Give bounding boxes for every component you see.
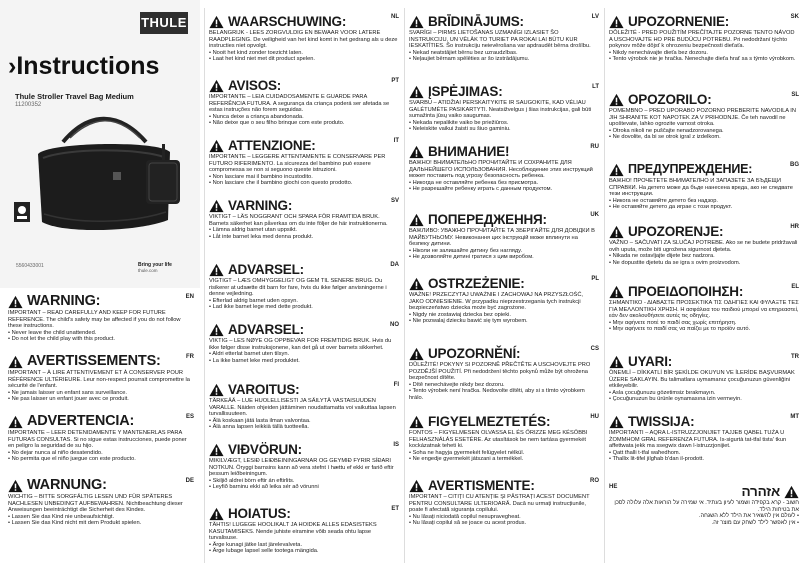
brand-logo: THULE [140, 12, 188, 34]
language-code: PL [591, 276, 599, 282]
list-item: • Älä anna lapsen leikkiä tällä tuotteella. [209, 424, 399, 431]
warning-triangle-icon [609, 93, 624, 107]
section-title: AVERTISMENTE: [428, 478, 535, 493]
bullet-list [209, 478, 399, 491]
section-title: ADVARSEL: [228, 322, 304, 337]
section-title: ПОПЕРЕДЖЕННЯ: [428, 212, 547, 227]
warning-triangle-icon [209, 323, 224, 337]
language-code: UK [590, 212, 599, 218]
section-title: אזהרה [741, 484, 780, 499]
warning-triangle-icon [209, 383, 224, 397]
warning-section-et [209, 506, 399, 555]
list-item: • Skiljið aldrei börn eftir án eftirlits. [209, 478, 399, 485]
list-item: • Neļaujiet bērnam spēlēties ar šo izstrādājumu. [409, 56, 599, 63]
list-item: • Ne dopustite djetetu da se igra s ovim proizvodom. [609, 260, 799, 267]
section-lead: VIGTIGT – LÆS OMHYGGELIGT OG GEM TIL SENERE BRUG. Du risikerer at udsætte dit barn for fare, hvis du ikke følger anvisningerne i denne vejledning. [209, 278, 387, 298]
section-title: UPOZORNĚNÍ: [428, 346, 521, 361]
bullet-list [8, 514, 194, 527]
section-lead: ΣΗΜΑΝΤΙΚΟ - ΔΙΑΒΑΣΤΕ ΠΡΟΣΕΚΤΙΚΑ ΤΙΣ ΟΔΗΓΙΕΣ ΚΑΙ ΦΥΛΑΞΤΕ ΤΕΣ ΓΙΑ ΜΕΛΛΟΝΤΙΚΗ ΧΡΗΣΗ. Η ασφάλεια του παιδιού μπορεί να επηρεαστεί, εάν δεν ακολουθήσετε αυτές τις οδηγίες. [609, 300, 799, 320]
warning-section-de [8, 478, 194, 527]
page-title [8, 52, 159, 81]
column-divider [404, 8, 405, 563]
bullet-list [209, 50, 399, 63]
warning-section-lv [409, 14, 599, 63]
list-item: • Nooit het kind zonder toezicht laten. [209, 50, 399, 57]
section-title: WARNUNG: [27, 477, 107, 493]
warning-section-es [8, 414, 194, 463]
tagline: Bring your life [138, 262, 172, 268]
language-code: PT [391, 78, 399, 84]
section-lead: BELANGRIJK - LEES ZORGVULDIG EN BEWAAR VOOR LATERE RAADPLEGING. De veiligheid van het kind komt in het gedrang als u deze instructies niet opvolgt. [209, 30, 398, 50]
warning-section-el [609, 284, 799, 333]
cover-column [0, 0, 200, 571]
section-lead: VIKTIGT – LÄS NOGGRANT OCH SPARA FÖR FRAMTIDA BRUK. Barnets säkerhet kan påverkas om du inte följer de här instruktionerna. [209, 214, 388, 227]
section-lead: POMEMBNO – PRED UPORABO POZORNO PREBERITE NAVODILA IN JIH SHRANITE KOT NAPOTEK ZA V PRIHODNJE. Če teh navodil ne upoštevate, lahko ogrozite varnost otroka. [609, 108, 796, 128]
warning-section-sk [609, 14, 799, 63]
language-code: LT [592, 84, 599, 90]
section-title: ПРЕДУПРЕЖДЕНИЕ: [628, 162, 753, 176]
bullet-list [609, 450, 799, 463]
section-title: UYARI: [628, 354, 673, 369]
bullet-list [409, 248, 599, 261]
list-item: • Nikada ne ostavljajte dijete bez nadzora. [609, 253, 799, 260]
list-item: • Ніколи не залишайте дитину без нагляду. [409, 248, 599, 255]
section-lead: TÄHTIS! LUGEGE HOOLIKALT JA HOIDKE ALLES EDASISTEKS KASUTAMISEKS. Nende juhiste eiramine võib seada ohtu lapse turvalisuse. [209, 522, 377, 542]
warning-triangle-icon [409, 479, 424, 493]
warning-triangle-icon [209, 507, 224, 521]
list-item: • Tħallix lit-tifel jilgħab b'dan il-prodott. [609, 456, 799, 463]
warning-section-sl [609, 92, 799, 141]
warning-triangle-icon [409, 415, 424, 429]
warning-triangle-icon [209, 263, 224, 277]
warning-section-it [209, 138, 399, 187]
language-code: HE [609, 484, 618, 490]
warning-section-ru [409, 144, 599, 193]
list-item: • Dítě nenechávejte nikdy bez dozoru. [409, 382, 599, 389]
warning-section-fr [8, 354, 194, 403]
warning-triangle-icon [409, 347, 424, 361]
bullet-list [209, 174, 399, 187]
list-item: • Nekada nepalikite vaiko be priežiūros. [409, 120, 599, 127]
warning-section-he [609, 484, 799, 526]
language-code: LV [591, 14, 599, 20]
section-lead: IMPORTANT – CITIȚI CU ATENȚIE ȘI PĂSTRAȚI ACEST DOCUMENT PENTRU CONSULTARE ULTERIOARĂ. Dacă nu urmați instrucțiunile, poate fi afectată siguranța copilului. [409, 494, 590, 514]
section-title: ΠΡΟΕΙΔΟΠΟΙΗΣΗ: [628, 284, 744, 299]
list-item: • Neleiskite vaikui žaisti su šiuo gaminiu. [409, 126, 599, 133]
warning-section-mt [609, 414, 799, 463]
section-title: BRĪDINĀJUMS: [428, 14, 524, 29]
language-code: RO [590, 478, 599, 484]
bullet-list [609, 198, 799, 211]
language-code: BG [790, 162, 799, 168]
list-item: • Never leave the child unattended. [8, 330, 194, 337]
bullet-list [409, 514, 599, 527]
warning-triangle-icon [209, 79, 224, 93]
bullet-list [609, 253, 799, 266]
warning-triangle-icon [609, 415, 624, 429]
list-item: • Ne engedje gyermekét játszani a termékkel. [409, 456, 599, 463]
bullet-list [409, 312, 599, 325]
warning-triangle-icon [609, 285, 624, 299]
column-divider [604, 8, 605, 563]
section-lead: DŮLEŽITÉ! POKYNY SI POZORNĚ PŘEČTĚTE A USCHOVEJTE PRO POZDĚJŠÍ POUŽITÍ. Při nedodržení těchto pokynů může být ohrožena bezpečnost dítěte. [409, 362, 591, 382]
list-item: • Efterlad aldrig barnet uden opsyn. [209, 298, 399, 305]
list-item: • No dejar nunca al niño desatendido. [8, 450, 194, 457]
warning-triangle-icon [8, 295, 23, 309]
list-item: • Lämna aldrig barnet utan uppsikt. [209, 227, 399, 234]
language-code: ES [185, 414, 194, 420]
section-lead: IMPORTANTE – LEGGERE ATTENTAMENTE E CONSERVARE PER FUTURO RIFERIMENTO. La sicurezza del bambino può essere compromessa se non si seguono queste istruzioni. [209, 154, 386, 174]
section-title: WAARSCHUWING: [228, 14, 347, 29]
warning-section-en [8, 294, 194, 343]
section-lead: FONTOS – FIGYELMESEN OLVASSA EL ÉS ŐRIZZE MEG KÉSŐBBI FELHASZNÁLÁS ESETÉRE. Az utasítások be nem tartása gyermekét kockázatnak teheti ki. [409, 430, 588, 450]
warning-section-tr [609, 354, 799, 403]
list-item: • Laat het kind niet met dit product spelen. [209, 56, 399, 63]
section-lead: TÄRKEÄÄ – LUE HUOLELLISESTI JA SÄILYTÄ VASTAISUUDEN VARALLE. Näiden ohjeiden jättäminen noudattamatta voi vaikuttaa lapsen turvallisuuteen. [209, 398, 396, 418]
warning-triangle-icon [8, 479, 23, 493]
section-title: OPOZORILO: [628, 92, 712, 107]
warning-triangle-icon [8, 355, 23, 369]
bullet-list [609, 390, 799, 403]
section-lead: IMPORTANTE – LEER DETENIDAMENTE Y MANTENERLAS PARA FUTURAS CONSULTAS. Si no sigue estas instrucciones, puede poner en peligro la seguridad de su hijo. [8, 430, 187, 450]
language-code: NL [391, 14, 399, 20]
list-item: • Não deixe que o seu filho brinque com este produto. [209, 120, 399, 127]
warning-section-hr [609, 224, 799, 266]
list-item: • Tento výrobok nie je hračka. Nenechajte dieťa hrať sa s týmto výrobkom. [609, 56, 799, 63]
language-code: EL [791, 284, 799, 290]
language-code: DE [185, 478, 194, 484]
cover-panel [0, 0, 200, 288]
list-item: • Do not let the child play with this product. [8, 336, 194, 343]
language-code: ET [391, 506, 399, 512]
section-title: WARNING: [27, 293, 101, 309]
section-title: AVERTISSEMENTS: [27, 353, 161, 369]
section-title: ВНИМАНИЕ! [428, 144, 510, 159]
product-code: 11200352 [15, 102, 42, 108]
section-lead: IMPORTANT – READ CAREFULLY AND KEEP FOR FUTURE REFERENCE. The child's safety may be affected if you do not follow these instructions. [8, 310, 181, 330]
warning-section-pl [409, 276, 599, 325]
list-item: • Tento výrobek není hračka. Nedovolte dítěti, aby si s tímto výrobkem hrálo. [409, 388, 599, 401]
language-code: RU [590, 144, 599, 150]
list-item: • Ne pas laisser un enfant jouer avec ce produit. [8, 396, 194, 403]
list-item: • Leyfið barninu ekki að leika sér að vörunni [209, 484, 399, 491]
section-title: OSTRZEŻENIE: [428, 276, 525, 291]
warning-section-bg [609, 162, 799, 211]
section-lead: WAŻNE! PRZECZYTAJ UWAŻNIE I ZACHOWAJ NA PRZYSZŁOŚĆ, JAKO ODNIESIENIE. W przypadku nieprzestrzegania tych instrukcji bezpieczeństwo dziecka może być zagrożone. [409, 292, 584, 312]
list-item: • Не дозволяйте дитині гратися з цим виробом. [409, 254, 599, 261]
language-code: SL [791, 92, 799, 98]
list-item: • La ikke barnet leke med produktet. [209, 358, 399, 365]
warning-triangle-icon [209, 139, 224, 153]
list-item: • Μην αφήνετε ποτέ το παιδί σας χωρίς επιτήρηση. [609, 320, 799, 327]
list-item: • Asla çocuğunuzu gözetimsiz bırakmayın. [609, 390, 799, 397]
language-code: CS [590, 346, 599, 352]
section-title: TWISSIJA: [628, 414, 695, 429]
section-title: UPOZORNENIE: [628, 14, 730, 29]
warning-triangle-icon [8, 415, 23, 429]
list-item: • Qatt tħalli t-tfal waħedhom. [609, 450, 799, 457]
section-lead: WICHTIG – BITTE SORGFÄLTIG LESEN UND FÜR SPÄTERES NACHLESEN UNBEDINGT AUFBEWAHREN. Nichtbeachtung dieser Anweisungen beeinträchtigt die Sicherheit des Kindes. [8, 494, 183, 514]
bullet-list [8, 450, 194, 463]
section-lead: ВАЖЛИВО: УВАЖНО ПРОЧИТАЙТЕ ТА ЗБЕРІГАЙТЕ ДЛЯ ДОВІДКИ В МАЙБУТНЬОМУ. Невиконання цих інструкцій може вплинути на безпеку дитини. [409, 228, 595, 248]
warning-section-lt [409, 84, 599, 133]
column-divider [204, 8, 205, 563]
list-item: • Nigdy nie zostawiaj dziecka bez opieki. [409, 312, 599, 319]
language-code: EN [185, 294, 194, 300]
list-item: • Ärge lubage lapsel selle tootega mängida. [209, 548, 399, 555]
bullet-list [209, 227, 399, 240]
warning-section-cs [409, 346, 599, 402]
list-item: • Lad ikke barnet lege med dette produkt. [209, 304, 399, 311]
section-lead: VAŽNO – SAČUVATI ZA SLUČAJ POTREBE. Ako se ne budete pridržavali ovih uputa, može biti ugrožena sigurnost djeteta. [609, 240, 798, 253]
language-code: TR [791, 354, 799, 360]
product-name: Thule Stroller Travel Bag Medium [15, 92, 134, 101]
section-title: AVISOS: [228, 78, 282, 93]
section-title: VARNING: [228, 198, 293, 213]
warning-triangle-icon [409, 213, 424, 227]
list-item: • Soha ne hagyja gyermekét felügyelet nélkül. [409, 450, 599, 457]
section-lead: IMPORTANTI – AQRA L-ISTRUZZJONIJIET TAJJEB QABEL TUŻA U ŻOMMHOM GĦAL REFERENZA FUTURA. Is-sigurtà tat-tfal tista' tkun affettwata jekk ma ssegwix dawn l-istruzzjonijiet. [609, 430, 787, 450]
list-item: • Μην αφήνετε το παιδί σας να παίζει με το προϊόν αυτό. [609, 326, 799, 333]
warning-triangle-icon [609, 225, 624, 239]
bullet-list [609, 513, 799, 526]
section-title: ADVERTENCIA: [27, 413, 135, 429]
language-code: IS [393, 442, 399, 448]
list-item: • Никогда не оставляйте ребенка без присмотра. [409, 180, 599, 187]
bullet-list [609, 128, 799, 141]
warning-section-da [209, 262, 399, 311]
section-lead: DÔLEŽITÉ - PRED POUŽITÍM PREČÍTAJTE POZORNE TENTO NÁVOD A USCHOVAJTE HO PRE BUDÚCU POTREBU. Pri nedodržaní týchto pokynov môže dôjsť k ohrozeniu bezpečnosti dieťaťa. [609, 30, 795, 50]
language-code: IT [393, 138, 399, 144]
language-code: SV [390, 198, 399, 204]
list-item: • Non lasciare che il bambino giochi con questo prodotto. [209, 180, 399, 187]
list-item: • Nunca deixe a criança abandonada. [209, 114, 399, 121]
warning-triangle-icon [209, 15, 224, 29]
section-title: ADVARSEL: [228, 262, 304, 277]
bullet-list [409, 120, 599, 133]
language-code: HU [590, 414, 599, 420]
section-title: ĮSPĖJIMAS: [428, 84, 503, 99]
section-title: UPOZORENJE: [628, 224, 724, 239]
section-title: HOIATUS: [228, 506, 291, 521]
bullet-list [209, 351, 399, 364]
warning-section-fi [209, 382, 399, 431]
list-item: • Låt inte barnet leka med denna produkt. [209, 234, 399, 241]
warning-triangle-icon [409, 145, 424, 159]
warning-triangle-icon [609, 355, 624, 369]
list-item: • Nu lăsați niciodată copilul nesupravegheat. [409, 514, 599, 521]
list-item: • No permita que el niño juegue con este producto. [8, 456, 194, 463]
language-code: DA [390, 262, 399, 268]
list-item: • Никога не оставяйте детето без надзор. [609, 198, 799, 205]
travel-bag-image [18, 102, 188, 242]
language-code: SK [790, 14, 799, 20]
page-title-text: Instructions [16, 52, 160, 80]
bullet-list [409, 450, 599, 463]
section-title: FIGYELMEZTETÉS: [428, 414, 551, 429]
warning-section-ro [409, 478, 599, 527]
list-item: • Nie pozwalaj dziecku bawić się tym wyrobem. [409, 318, 599, 325]
language-code: MT [790, 414, 799, 420]
warning-triangle-icon [409, 277, 424, 291]
section-lead: IMPORTANTE – LEIA CUIDADOSAMENTE E GUARDE PARA REFERÊNCIA FUTURA. A segurança da criança poderá ser afetada se estas instruções não forem seguidas. [209, 94, 390, 114]
list-item: • Ne dovolite, da bi se otrok igral z izdelkom. [609, 134, 799, 141]
list-item: • Non lasciare mai il bambino incustodito. [209, 174, 399, 181]
list-item: • Nu lăsați copilul să se joace cu acest produs. [409, 520, 599, 527]
list-item: • Çocuğunuzun bu ürünle oynamasına izin vermeyin. [609, 396, 799, 403]
warning-section-sv [209, 198, 399, 240]
warning-section-no [209, 322, 399, 364]
language-code: FI [393, 382, 399, 388]
bullet-list [209, 114, 399, 127]
language-code: HR [790, 224, 799, 230]
chevron-right-icon: › [8, 52, 17, 80]
bullet-list [209, 542, 399, 555]
list-item: • Aldri etterlat barnet uten tilsyn. [209, 351, 399, 358]
warning-section-nl [209, 14, 399, 63]
list-item: • Не оставяйте детето да играе с този продукт. [609, 204, 799, 211]
bullet-list [609, 320, 799, 333]
section-lead: ВАЖНО! ПРОЧЕТЕТЕ ВНИМАТЕЛНО И ЗАПАЗЕТЕ ЗА БЪДЕЩИ СПРАВКИ. На детето може да бъде нанесена вреда, ако не следвате тези инструкции. [609, 178, 793, 198]
section-lead: ВАЖНО! ВНИМАТЕЛЬНО ПРОЧИТАЙТЕ И СОХРАНИТЕ ДЛЯ ДАЛЬНЕЙШЕГО ИСПОЛЬЗОВАНИЯ. Несоблюдение этих инструкций может поставить под угрозу безопасность ребенка. [409, 160, 593, 180]
section-title: ATTENZIONE: [228, 138, 316, 153]
list-item: • Не разрешайте ребенку играть с данным продуктом. [409, 186, 599, 193]
list-item: • Ne jamais laisser un enfant sans surveillance. [8, 390, 194, 397]
warning-triangle-icon [609, 163, 624, 177]
bullet-list [209, 298, 399, 311]
warning-triangle-icon [209, 443, 224, 457]
warning-triangle-icon [409, 15, 424, 29]
section-lead: IMPORTANT – À LIRE ATTENTIVEMENT ET À CONSERVER POUR RÉFÉRENCE ULTÉRIEURE. Leur non-respect pourrait compromettre la sécurité de l'enfant. [8, 370, 190, 390]
website: thule.com [138, 268, 158, 273]
warning-section-hu [409, 414, 599, 463]
warning-section-is [209, 442, 399, 491]
section-title: VIÐVÖRUN: [228, 442, 302, 457]
warning-triangle-icon [784, 485, 799, 499]
warning-triangle-icon [609, 15, 624, 29]
bullet-list [409, 382, 599, 402]
section-lead: חשוב - קרא בקפידה ושמור לעיון בעתיד. אי שמירה על הוראות אלה עלולה לסכן את בטיחות הילד. [614, 500, 799, 513]
warning-section-pt [209, 78, 399, 127]
bullet-list [409, 50, 599, 63]
language-code: FR [186, 354, 194, 360]
certification-badge-icon [14, 202, 30, 222]
section-lead: SVARĪGI – PIRMS LIETOŠANAS UZMANĪGI IZLASIET ŠO INSTRUKCIJU, UN VĒLĀK TO TURIET PA ROKAI LAI BŪTU KUR IESKATĪTIES. Šo instrukciju neievērošana var apdraudēt bērna drošību. [409, 30, 591, 50]
bullet-list [8, 390, 194, 403]
warning-triangle-icon [409, 85, 424, 99]
section-lead: VIKTIG – LES NØYE OG OPPBEVAR FOR FREMTIDIG BRUK. Hvis du ikke følger disse instruksjonene, kan det gå ut over barnets sikkerhet. [209, 338, 392, 351]
list-item: • Lassen Sie das Kind nicht mit dem Produkt spielen. [8, 520, 194, 527]
list-item: • Lassen Sie das Kind nie unbeaufsichtigt. [8, 514, 194, 521]
list-item: • Älä koskaan jätä lasta ilman valvontaa. [209, 418, 399, 425]
bullet-list [209, 418, 399, 431]
language-code: NO [390, 322, 399, 328]
list-item: • Otroka nikoli ne puščajte nenadzorovanega. [609, 128, 799, 135]
list-item: • Nikdy nenechávajte dieťa bez dozoru. [609, 50, 799, 57]
list-item: • Ärge kunagi jätke last järelevalveta. [209, 542, 399, 549]
bullet-list [409, 180, 599, 193]
document-code: 5560433001 [16, 263, 44, 269]
section-lead: ÖNEMLİ – DİKKATLİ BİR ŞEKİLDE OKUYUN VE İLERİDE BAŞVURMAK ÜZERE SAKLAYIN. Bu talimatlara uymamanız çocuğunuzun güvenliğini etkileyebilir. [609, 370, 795, 390]
bullet-list [8, 330, 194, 343]
warning-triangle-icon [209, 199, 224, 213]
section-lead: MIKILVÆGT, LESIÐ LEIÐBEININGARNAR OG GEYMIÐ FYRIR SÍÐARI NOTKUN. Öryggi barnsins kann að vera stefnt í hættu ef ekki er farið eftir þessum leiðbeiningum. [209, 458, 394, 478]
list-item: • אין לאפשר לילד לשחק עם מוצר זה. [609, 520, 799, 527]
list-item: • לעולם אין להשאיר את הילד ללא השגחה. [609, 513, 799, 520]
list-item: • Nekad neatstājiet bērnu bez uzraudzības. [409, 50, 599, 57]
section-title: VAROITUS: [228, 382, 300, 397]
section-lead: SVARBU – ATIDŽIAI PERSKAITYKITE IR SAUGOKITE, KAD VĖLIAU GALĖTUMĖTE PASIKARTYTI. Neatsižvelgus į šias instrukcijas, gali būti sumažinta jūsų vaiko saugumas. [409, 100, 592, 120]
warning-section-uk [409, 212, 599, 261]
bullet-list [609, 50, 799, 63]
